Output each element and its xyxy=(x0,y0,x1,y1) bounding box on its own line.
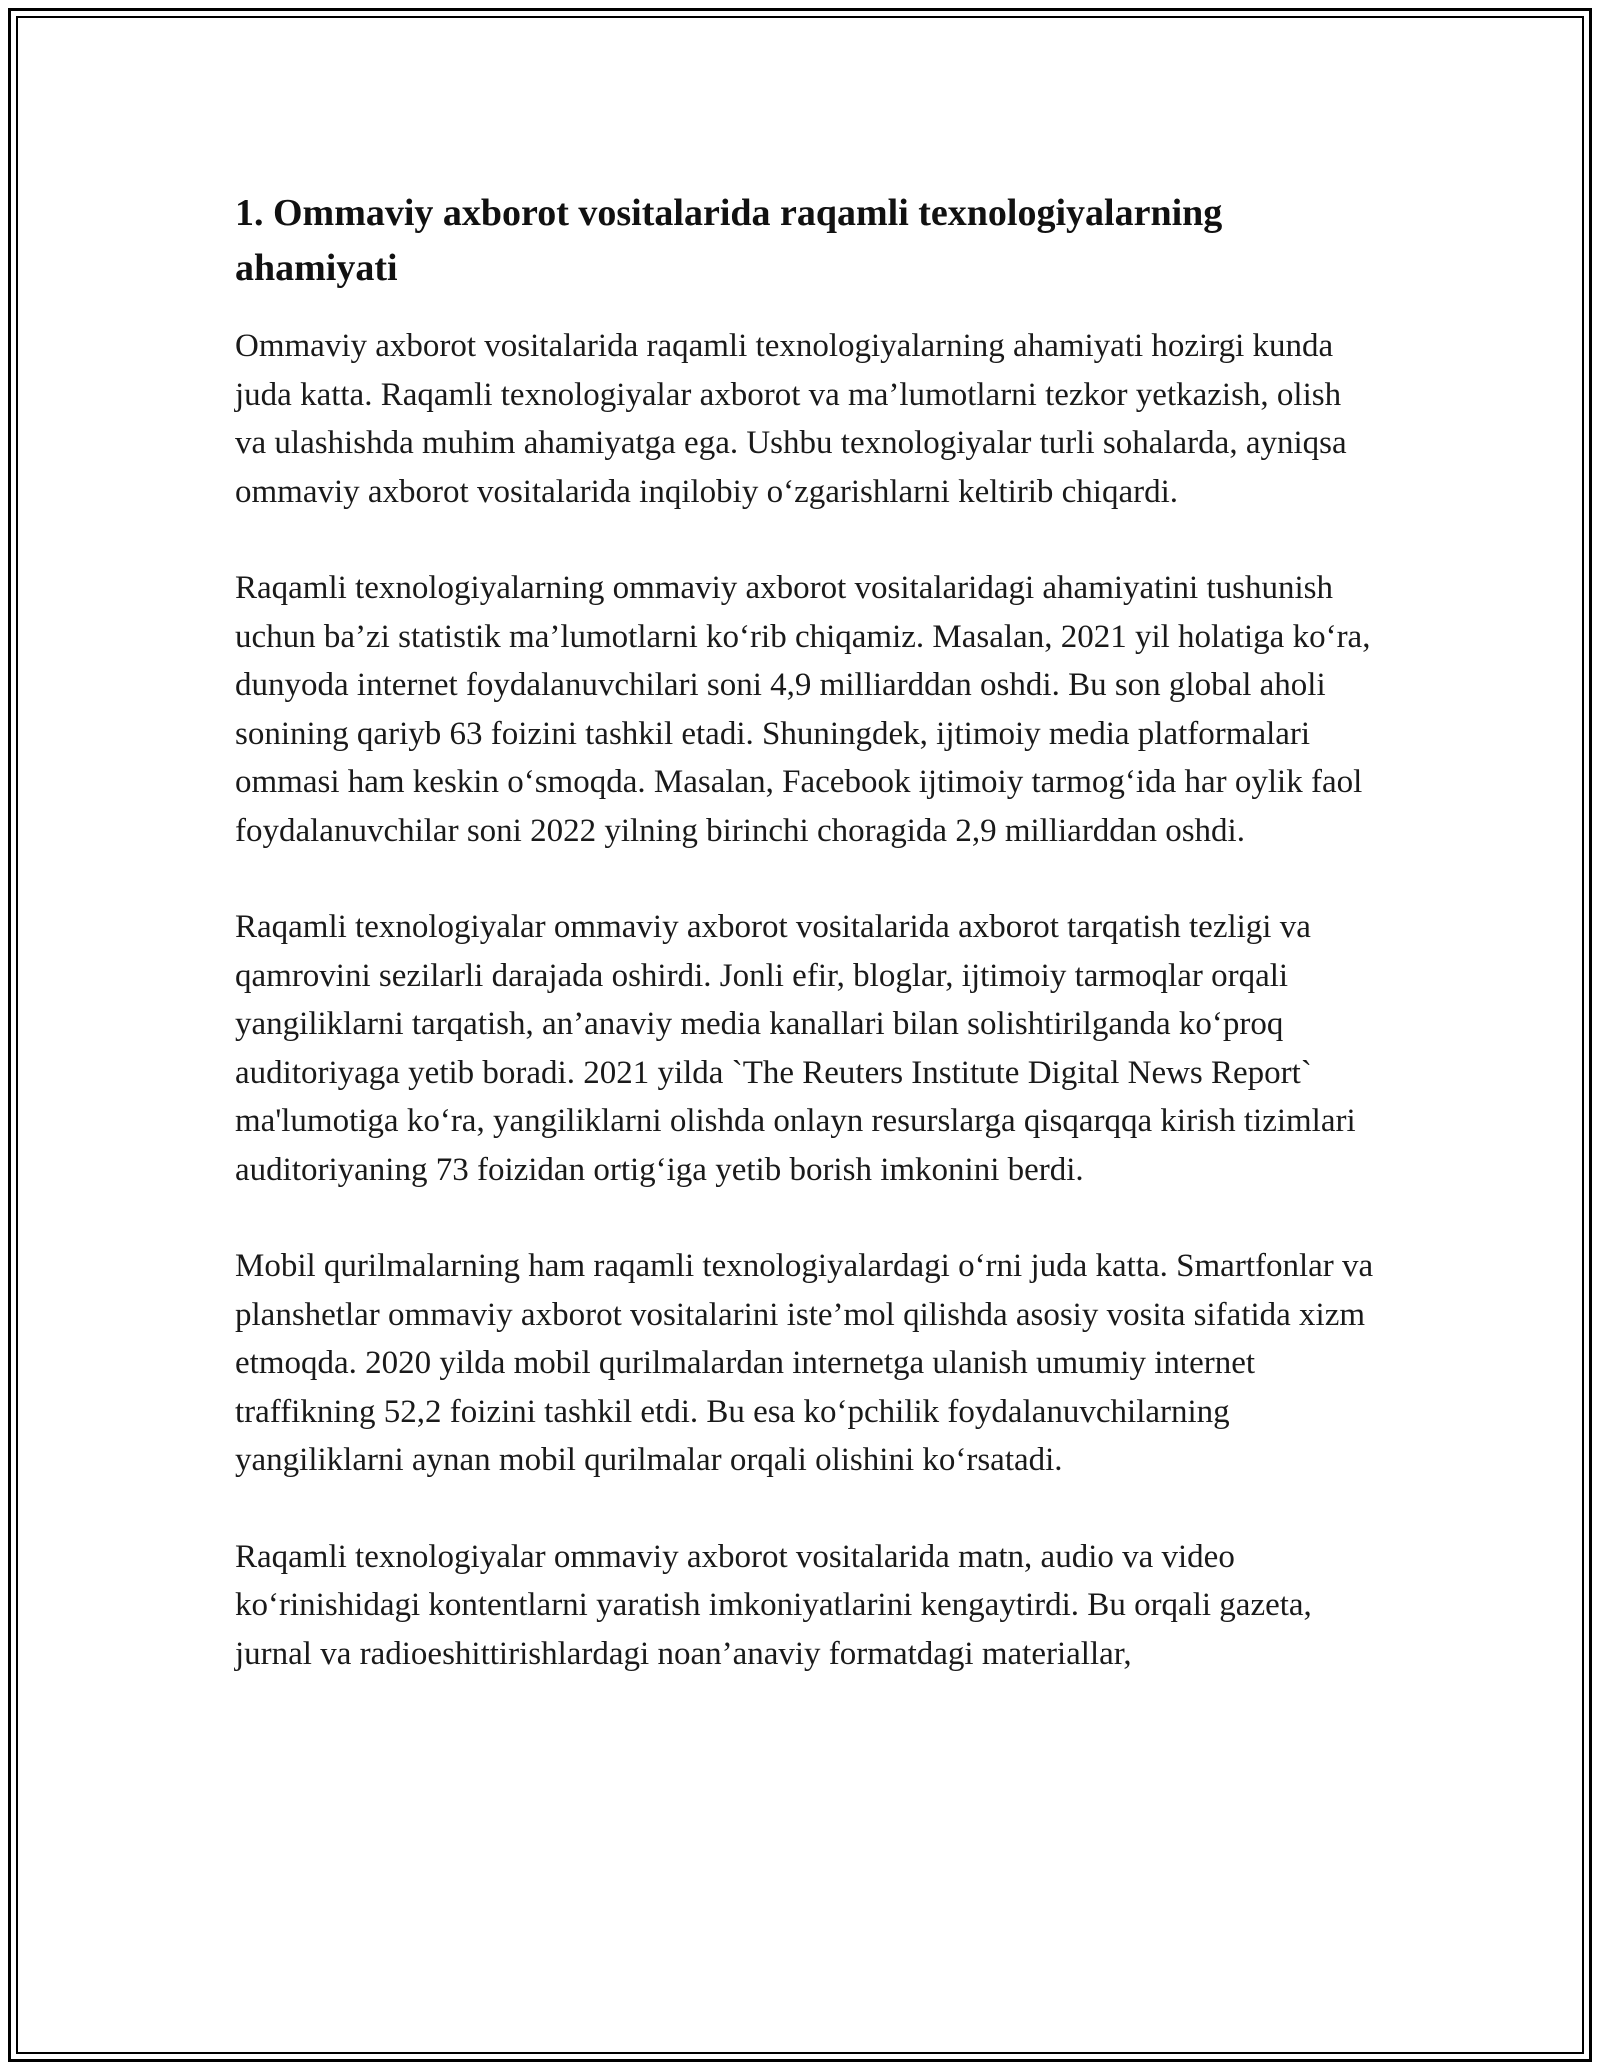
document-body xyxy=(235,186,1375,1726)
paragraph-intro: Ommaviy axborot vositalarida raqamli texnologiyalarning ahamiyati hozirgi kunda juda katta. Raqamli texnologiyalar axborot va ma’lumotlarni tezkor yetkazish, olish va ulashishda muhim ahamiyatga ega. Ushbu texnologiyalar turli sohalarda, ayniqsa ommaviy axborot vositalarida inqilobiy o‘zgarishlarni keltirib chiqardi. xyxy=(235,328,1347,510)
paragraph-distribution: Raqamli texnologiyalar ommaviy axborot vositalarida axborot tarqatish tezligi va qamrovini sezilarli darajada oshirdi. Jonli efir, bloglar, ijtimoiy tarmoqlar orqali yangiliklarni tarqatish, an’anaviy media kanallari bilan solishtirilganda ko‘proq auditoriyaga yetib boradi. 2021 yilda `The Reuters Institute Digital News Report` ma'lumotiga ko‘ra, yangiliklarni olishda onlayn resurslarga qisqarqqa kirish tizimlari auditoriyaning 73 foizidan ortig‘iga yetib borish imkonini berdi. xyxy=(235,909,1356,1188)
paragraph-content-creation: Raqamli texnologiyalar ommaviy axborot vositalarida matn, audio va video ko‘rinishidagi kontentlarni yaratish imkoniyatlarini kengaytirdi. Bu orqali gazeta, jurnal va radioeshittirishlardagi noan’anaviy formatdagi materiallar, xyxy=(235,1538,1312,1672)
paragraph-mobile-devices: Mobil qurilmalarning ham raqamli texnologiyalardagi o‘rni juda katta. Smartfonlar va planshetlar ommaviy axborot vositalarini iste’mol qilishda asosiy vosita sifatida xizm etmoqda. 2020 yilda mobil qurilmalardan internetga ulanish umumiy internet traffikning 52,2 foizini tashkil etdi. Bu esa ko‘pchilik foydalanuvchilarning yangiliklarni aynan mobil qurilmalar orqali olishini ko‘rsatadi. xyxy=(235,1248,1374,1478)
section-heading: 1. Ommaviy axborot vositalarida raqamli texnologiyalarning ahamiyati xyxy=(235,192,1223,289)
paragraph-statistics: Raqamli texnologiyalarning ommaviy axborot vositalaridagi ahamiyatini tushunish uchun ba’zi statistik ma’lumotlarni ko‘rib chiqamiz. Masalan, 2021 yil holatiga ko‘ra, dunyoda internet foydalanuvchilari soni 4,9 milliarddan oshdi. Bu son global aholi sonining qariyb 63 foizini tashkil etadi. Shuningdek, ijtimoiy media platformalari ommasi ham keskin o‘smoqda. Masalan, Facebook ijtimoiy tarmog‘ida har oylik faol foydalanuvchilar soni 2022 yilning birinchi choragida 2,9 milliarddan oshdi. xyxy=(235,570,1371,849)
